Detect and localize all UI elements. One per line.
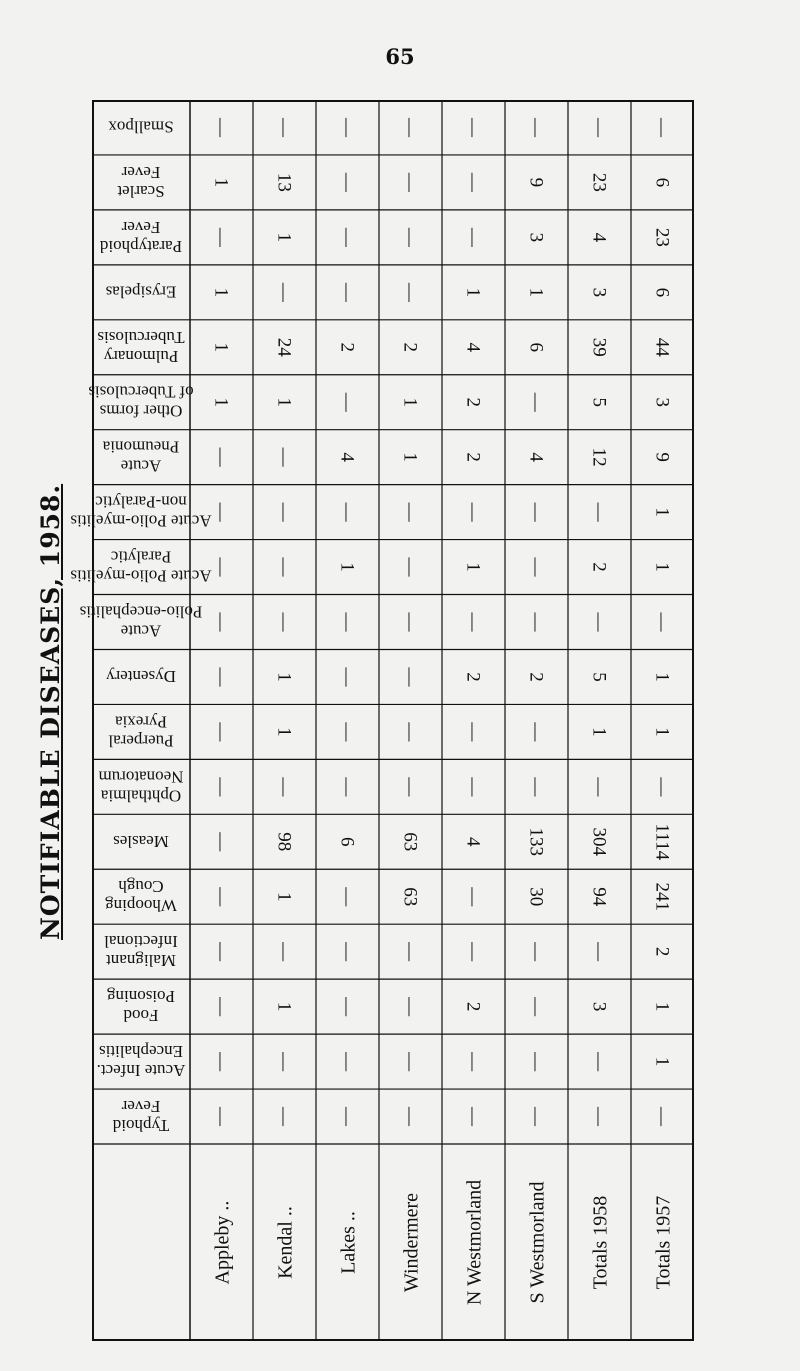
- table-cell: 12: [588, 447, 610, 467]
- table-cell: 241: [651, 882, 673, 911]
- table-cell: 1: [273, 232, 295, 243]
- table-cell-empty: —: [399, 997, 421, 1017]
- table-cell-empty: —: [399, 1107, 421, 1127]
- table-cell-empty: —: [336, 722, 358, 742]
- table-cell-empty: —: [525, 1107, 547, 1127]
- table-cell: 1: [273, 891, 295, 902]
- table-cell: 63: [399, 832, 421, 852]
- table-cell: 6: [336, 837, 358, 847]
- page-title: NOTIFIABLE DISEASES, 1958.: [36, 483, 65, 940]
- table-cell: 2: [399, 342, 421, 353]
- table-cell: 2: [462, 452, 484, 462]
- table-cell: 1: [651, 727, 673, 737]
- table-cell-empty: —: [210, 1107, 232, 1127]
- table-cell: 1: [399, 452, 421, 462]
- table-cell-empty: —: [399, 777, 421, 797]
- table-cell-empty: —: [462, 1052, 484, 1072]
- column-header: ParatyphoidFever: [99, 217, 183, 256]
- table-cell-empty: —: [273, 502, 295, 522]
- table-cell: 1: [336, 562, 358, 572]
- row-label: N Westmorland: [463, 1179, 486, 1306]
- row-label: Kendal ..: [274, 1206, 297, 1279]
- page-number: 65: [385, 44, 415, 69]
- table-cell: 3: [588, 287, 610, 298]
- table-cell-empty: —: [588, 777, 610, 797]
- table-cell: 5: [588, 672, 610, 682]
- column-header: OphthalmiaNeonatorum: [98, 767, 184, 806]
- table-cell-empty: —: [399, 612, 421, 632]
- table-cell-empty: —: [462, 1107, 484, 1127]
- table-cell: 1: [525, 287, 547, 298]
- column-header: MalignantInfectional: [104, 932, 178, 971]
- column-header: WhoopingCough: [105, 877, 177, 916]
- row-label: Totals 1957: [652, 1195, 675, 1290]
- table-cell-empty: —: [210, 227, 232, 247]
- table-cell-empty: —: [525, 997, 547, 1017]
- column-header: FoodPoisoning: [106, 987, 176, 1026]
- table-cell: 1: [210, 397, 232, 407]
- table-cell-empty: —: [399, 117, 421, 137]
- table-cell-empty: —: [651, 1107, 673, 1127]
- table-cell: 1: [273, 1001, 295, 1012]
- table-cell: 1: [210, 342, 232, 353]
- table-cell: 3: [588, 1001, 610, 1012]
- table-cell-empty: —: [273, 612, 295, 632]
- table-cell: 13: [273, 172, 295, 192]
- column-header: Other formsof Tuberculosis: [88, 382, 194, 421]
- table-cell-empty: —: [588, 942, 610, 962]
- table-cell: 1: [588, 727, 610, 737]
- table-cell-empty: —: [273, 1107, 295, 1127]
- table-cell: 4: [525, 452, 547, 462]
- row-label: Lakes ..: [337, 1211, 360, 1274]
- table-cell: 1: [651, 507, 673, 517]
- table-cell-empty: —: [336, 227, 358, 247]
- table-cell-empty: —: [336, 1107, 358, 1127]
- table-cell: 1: [273, 727, 295, 737]
- table-cell: 94: [588, 887, 610, 907]
- table-cell-empty: —: [336, 1052, 358, 1072]
- column-header: Erysipelas: [105, 282, 177, 302]
- table-cell-empty: —: [273, 557, 295, 577]
- table-cell-empty: —: [588, 117, 610, 137]
- table-cell: 1: [651, 562, 673, 572]
- table-cell: 3: [525, 232, 547, 243]
- row-label: Appleby ..: [211, 1200, 234, 1285]
- table-cell-empty: —: [399, 227, 421, 247]
- row-label: Totals 1958: [589, 1195, 612, 1290]
- table-cell-empty: —: [273, 1052, 295, 1072]
- table-cell-empty: —: [210, 667, 232, 687]
- table-cell-empty: —: [651, 777, 673, 797]
- table-cell-empty: —: [336, 172, 358, 192]
- table-cell-empty: —: [399, 722, 421, 742]
- table-cell: 2: [462, 1001, 484, 1012]
- table-cell: 4: [462, 837, 484, 847]
- table-cell-empty: —: [588, 502, 610, 522]
- table-cell-empty: —: [525, 392, 547, 412]
- table-cell-empty: —: [273, 282, 295, 302]
- table-cell: 6: [651, 177, 673, 188]
- table-cell: 1: [210, 177, 232, 188]
- column-header: Dysentery: [106, 666, 176, 686]
- table-cell-empty: —: [210, 117, 232, 137]
- table-cell-empty: —: [399, 282, 421, 302]
- table-cell: 44: [651, 337, 673, 357]
- table-cell-empty: —: [273, 117, 295, 137]
- table-cell-empty: —: [525, 1052, 547, 1072]
- table-cell-empty: —: [651, 117, 673, 137]
- table-cell: 9: [651, 452, 673, 462]
- table-cell: 2: [462, 672, 484, 682]
- table-cell-empty: —: [336, 887, 358, 907]
- table-cell-empty: —: [210, 942, 232, 962]
- table-cell-empty: —: [399, 1052, 421, 1072]
- table-cell-empty: —: [210, 447, 232, 467]
- table-cell-empty: —: [210, 997, 232, 1017]
- table-cell: 4: [588, 232, 610, 243]
- table-cell: 23: [651, 227, 673, 247]
- table-cell-empty: —: [210, 502, 232, 522]
- table-cell-empty: —: [336, 942, 358, 962]
- table-cell-empty: —: [399, 557, 421, 577]
- table-grid: [70, 100, 694, 1341]
- row-label: Windermere: [400, 1192, 423, 1293]
- table-cell-empty: —: [399, 502, 421, 522]
- table-cell-empty: —: [273, 777, 295, 797]
- table-cell: 5: [588, 397, 610, 407]
- table-cell-empty: —: [525, 502, 547, 522]
- table-cell-empty: —: [525, 777, 547, 797]
- table-cell-empty: —: [210, 832, 232, 852]
- notifiable-diseases-table: [70, 100, 694, 1341]
- table-cell-empty: —: [273, 942, 295, 962]
- table-cell-empty: —: [462, 777, 484, 797]
- table-cell-empty: —: [336, 997, 358, 1017]
- table-cell-empty: —: [336, 117, 358, 137]
- table-cell-empty: —: [588, 1107, 610, 1127]
- table-cell: 4: [462, 342, 484, 353]
- table-cell-empty: —: [525, 557, 547, 577]
- table-cell-empty: —: [462, 502, 484, 522]
- column-header: Acute Polio-myelitisnon-Paralytic: [70, 492, 212, 531]
- table-cell: 63: [399, 887, 421, 907]
- table-cell-empty: —: [462, 612, 484, 632]
- column-header: PuerperalPyrexia: [108, 712, 174, 751]
- table-cell-empty: —: [462, 887, 484, 907]
- column-header: Acute Polio-myelitisParalytic: [70, 547, 212, 586]
- column-header: TyphoidFever: [112, 1097, 170, 1136]
- table-cell: 1: [651, 1056, 673, 1067]
- table-cell-empty: —: [525, 117, 547, 137]
- column-header: AcutePolio-encephalitis: [79, 602, 203, 641]
- table-cell: 1114: [651, 823, 673, 861]
- table-cell: 2: [588, 562, 610, 572]
- table-cell-empty: —: [210, 777, 232, 797]
- table-cell: 2: [525, 672, 547, 682]
- table-cell-empty: —: [525, 942, 547, 962]
- table-cell: 1: [273, 672, 295, 682]
- table-cell-empty: —: [210, 887, 232, 907]
- table-cell: 133: [525, 827, 547, 857]
- table-cell-empty: —: [462, 172, 484, 192]
- table-cell: 2: [651, 946, 673, 957]
- table-cell: 1: [210, 287, 232, 298]
- column-header: Measles: [113, 831, 169, 851]
- table-cell: 1: [651, 1001, 673, 1012]
- table-cell: 30: [525, 887, 547, 907]
- table-cell-empty: —: [651, 612, 673, 632]
- table-cell: 39: [588, 337, 610, 357]
- column-header: PulmonaryTuberculosis: [97, 327, 185, 366]
- table-cell: 1: [651, 672, 673, 682]
- table-cell-empty: —: [399, 667, 421, 687]
- table-cell-empty: —: [588, 612, 610, 632]
- table-cell: 6: [651, 287, 673, 298]
- column-header: Acute Infect.Encephalitis: [96, 1042, 186, 1081]
- table-cell: 1: [399, 397, 421, 407]
- table-cell-empty: —: [210, 612, 232, 632]
- table-cell-empty: —: [336, 667, 358, 687]
- table-cell: 1: [273, 397, 295, 407]
- table-cell: 1: [462, 287, 484, 298]
- table-cell-empty: —: [525, 612, 547, 632]
- column-header: AcutePneumonia: [102, 437, 180, 476]
- table-cell-empty: —: [210, 1052, 232, 1072]
- table-cell: 304: [588, 827, 610, 857]
- table-cell-empty: —: [462, 117, 484, 137]
- table-cell: 98: [273, 832, 295, 852]
- table-cell: 2: [336, 342, 358, 353]
- table-cell-empty: —: [336, 612, 358, 632]
- table-cell-empty: —: [336, 777, 358, 797]
- table-cell-empty: —: [336, 282, 358, 302]
- column-header: ScarletFever: [117, 162, 165, 201]
- table-cell-empty: —: [399, 172, 421, 192]
- table-cell-empty: —: [210, 722, 232, 742]
- table-cell: 3: [651, 397, 673, 407]
- table-cell-empty: —: [525, 722, 547, 742]
- table-cell: 6: [525, 342, 547, 353]
- row-label: S Westmorland: [526, 1181, 549, 1304]
- table-cell-empty: —: [210, 557, 232, 577]
- column-header: Smallpox: [108, 117, 174, 137]
- table-cell: 24: [273, 337, 295, 357]
- table-cell: 1: [462, 562, 484, 572]
- table-cell: 23: [588, 172, 610, 192]
- table-cell: 2: [462, 397, 484, 407]
- table-cell-empty: —: [588, 1052, 610, 1072]
- table-cell-empty: —: [399, 942, 421, 962]
- table-cell-empty: —: [273, 447, 295, 467]
- table-cell-empty: —: [462, 722, 484, 742]
- table-cell-empty: —: [462, 227, 484, 247]
- table-cell: 9: [525, 177, 547, 188]
- table-cell-empty: —: [336, 392, 358, 412]
- table-cell: 4: [336, 452, 358, 462]
- table-cell-empty: —: [336, 502, 358, 522]
- table-cell-empty: —: [462, 942, 484, 962]
